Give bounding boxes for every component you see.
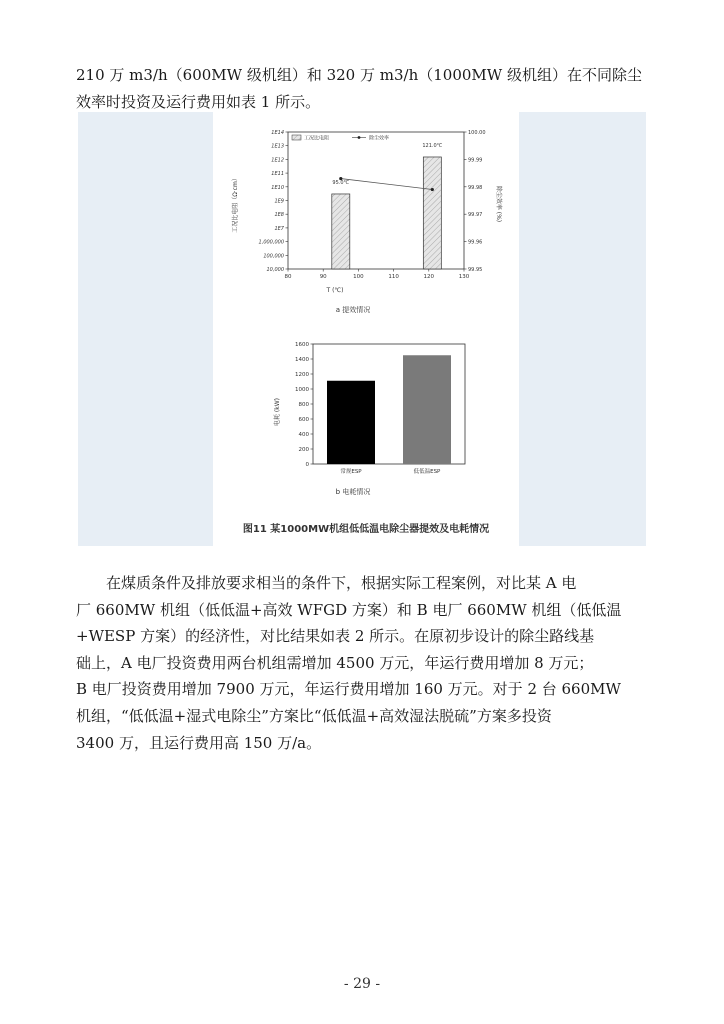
chart-a-left-tick-label: 100,000 xyxy=(263,253,284,260)
chart-a-legend-label: 除尘效率 xyxy=(369,135,390,142)
chart-a-legend-swatch-point xyxy=(358,136,361,139)
chart-a-left-axis-label: 工况比电阻（Ω·cm） xyxy=(232,175,239,233)
chart-b-y-tick-label: 400 xyxy=(298,432,309,438)
chart-a-left-tick-label: 1E14 xyxy=(271,130,284,136)
chart-a-left-tick-label: 1,000,000 xyxy=(258,239,284,246)
chart-a-bar-label: 121.0℃ xyxy=(422,142,443,149)
intro-line: 210 万 m3/h（600MW 级机组）和 320 万 m3/h（1000MW 级机组）在不同除尘 xyxy=(76,66,642,84)
body-line: 3400 万，且运行费用高 150 万/a。 xyxy=(76,733,322,752)
chart-a-left-tick-label: 1E13 xyxy=(271,143,284,150)
chart-a-left-tick-label: 1E12 xyxy=(271,157,284,164)
chart-a-left-tick-label: 1E10 xyxy=(271,184,284,191)
chart-a-right-tick-label: 99.98 xyxy=(468,184,483,191)
chart-a-x-tick-label: 80 xyxy=(284,274,292,280)
chart-a-x-axis-label: T (℃) xyxy=(326,287,344,294)
chart-a-efficiency-point xyxy=(431,188,434,191)
chart-b-bars xyxy=(327,355,451,464)
chart-b-x-tick-label: 低低温ESP xyxy=(413,469,441,475)
chart-b-x-tick-label: 常规ESP xyxy=(340,469,362,475)
chart-b-y-tick-label: 200 xyxy=(298,447,309,453)
chart-a-legend-swatch-bar xyxy=(292,135,301,140)
chart-b xyxy=(213,332,519,512)
chart-a-x-tick-label: 110 xyxy=(388,274,399,280)
chart-a-x-tick-label: 100 xyxy=(353,274,364,280)
chart-b-y-tick-label: 600 xyxy=(298,417,309,423)
chart-a-right-tick-label: 99.97 xyxy=(468,212,483,219)
chart-a-right-tick-label: 99.96 xyxy=(468,239,483,246)
chart-a-right-tick-label: 99.99 xyxy=(468,157,483,164)
figure-caption: 图11 某1000MW机组低低温电除尘器提效及电耗情况 xyxy=(242,524,490,535)
chart-a-legend-label: 工况比电阻 xyxy=(304,135,330,142)
body-line: 厂 660MW 机组（低低温+高效 WFGD 方案）和 B 电厂 660MW 机组（低低温 xyxy=(76,600,622,619)
chart-a-left-tick-label: 10,000 xyxy=(266,267,284,273)
chart-a-efficiency-point xyxy=(339,177,342,180)
chart-a-left-tick-label: 1E9 xyxy=(274,198,284,205)
intro-line: 效率时投资及运行费用如表 1 所示。 xyxy=(76,92,321,111)
chart-a-x-tick-label: 120 xyxy=(423,274,435,280)
page-number: - 29 - xyxy=(343,976,381,992)
body-paragraph xyxy=(76,570,652,756)
body-line: 机组，“低低温+湿式电除尘”方案比“低低温+高效湿法脱硫”方案多投资 xyxy=(76,706,552,725)
chart-a-ticks xyxy=(259,130,486,280)
chart-a-left-tick-label: 1E7 xyxy=(274,225,284,232)
body-line: B 电厂投资费用增加 7900 万元，年运行费用增加 160 万元。对于 2 台 660MW xyxy=(76,680,621,699)
chart-a-left-tick-label: 1E8 xyxy=(274,212,284,219)
body-line: 在煤质条件及排放要求相当的条件下，根据实际工程案例，对比某 A 电 xyxy=(106,574,577,592)
chart-a-right-tick-label: 100.00 xyxy=(468,130,486,136)
chart-b-y-tick-label: 1200 xyxy=(295,372,309,378)
chart-a-right-axis-label: 除尘效率 (%) xyxy=(495,185,502,223)
chart-a-x-tick-label: 130 xyxy=(458,274,470,280)
chart-a-bar-label: 95.0℃ xyxy=(332,179,350,186)
chart-a-resistivity-bar xyxy=(332,194,350,269)
chart-a-efficiency-line xyxy=(339,177,434,191)
intro-paragraph xyxy=(76,62,652,115)
chart-b-y-tick-label: 800 xyxy=(298,402,309,408)
chart-b-bar xyxy=(403,355,451,464)
chart-a-left-tick-label: 1E11 xyxy=(271,171,284,178)
chart-a-sublabel: a 提效情况 xyxy=(335,306,371,314)
chart-b-y-tick-label: 1600 xyxy=(295,342,309,348)
chart-a-resistivity-bar xyxy=(423,157,441,269)
chart-a-efficiency-polyline xyxy=(341,179,433,190)
body-line: 础上，A 电厂投资费用两台机组需增加 4500 万元，年运行费用增加 8 万元； xyxy=(76,653,594,672)
chart-a-x-tick-label: 90 xyxy=(319,274,327,280)
body-line: +WESP 方案）的经济性，对比结果如表 2 所示。在原初步设计的除尘路线基 xyxy=(76,627,595,646)
chart-a-legend xyxy=(292,135,389,142)
chart-b-bar xyxy=(327,381,375,464)
chart-b-y-tick-label: 1000 xyxy=(295,387,309,393)
chart-b-y-axis-label: 电耗 (kW) xyxy=(274,398,281,426)
chart-a-bars xyxy=(332,143,443,269)
chart-b-sublabel: b 电耗情况 xyxy=(335,488,371,496)
chart-b-y-tick-label: 0 xyxy=(305,462,309,468)
chart-b-y-tick-label: 1400 xyxy=(295,357,309,363)
chart-a-right-tick-label: 99.95 xyxy=(468,267,483,273)
chart-a xyxy=(213,112,519,322)
